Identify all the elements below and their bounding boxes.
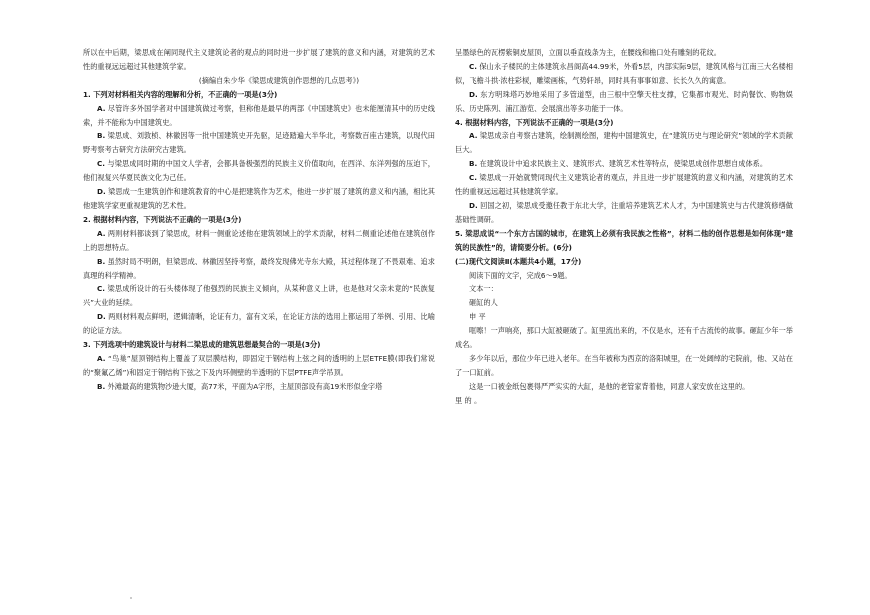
q4-option-b-text: 在建筑设计中追求民族主义、建筑形式、建筑艺术性等特点，使梁思成创作思想自成体系。: [479, 159, 768, 169]
q3-option-c-label: C.: [469, 61, 478, 71]
q1-option-a-label: A.: [97, 103, 106, 113]
story-paragraph-3-fragment: 里 的 。: [455, 395, 482, 405]
q4-option-b: [455, 157, 793, 171]
q1-option-b-label: B.: [97, 131, 106, 141]
question-4: 4. 根据材料内容，下列说法不正确的一项是(3分): [455, 117, 614, 127]
q4-option-a-label: A.: [469, 131, 478, 141]
q2-option-c-text: 梁思成所设计的石头楼体现了他强烈的民族主义倾向，从某种意义上讲，也是他对父亲未竟的“民族复兴”大业的延续。: [83, 284, 435, 308]
q2-option-c-label: C.: [97, 284, 106, 294]
q3-option-d-label: D.: [469, 89, 478, 99]
q3-option-d-text: 东方明珠塔巧妙地采用了多管道型，由三根中空擎天柱支撑，它集都市观光、时尚餐饮、购物娱乐、历史陈列、浦江游览、会展演出等多功能于一体。: [455, 89, 793, 113]
q4-option-d-text: 回国之初，梁思成受邀任教于东北大学，注重培养建筑艺术人才，为中国建筑史与古代建筑修缮做基础性调研。: [455, 200, 793, 224]
q1-option-a-text: 尽管许多外国学者对中国建筑做过考察，但称他是最早的两部《中国建筑史》也未能厘清其中的历史线索，并不能称为中国建筑史。: [83, 103, 435, 127]
story-paragraph-3: 这是一口被金纸包裹得严严实实的大缸，是他的老管家背着他，同意人家安放在这里的。: [469, 381, 750, 391]
q4-option-c-label: C.: [469, 173, 478, 183]
q4-option-c: [455, 171, 793, 199]
scan-dot: [130, 597, 132, 599]
q3-option-a-label: A.: [97, 353, 106, 363]
q3-option-d: [455, 88, 793, 116]
q1-option-d-text: 梁思成一生建筑创作和建筑教育的中心是把建筑作为艺术，他进一步扩展了建筑的意义和内涵，相比其他建筑学家更重视建筑的艺术性。: [83, 187, 435, 210]
q3-option-b: [83, 380, 435, 394]
q4-option-b-label: B.: [469, 159, 478, 169]
q1-option-d: [83, 185, 435, 213]
q2-option-a-text: 两则材料都谈到了梁思成，材料一侧重论述他在建筑领域上的学术贡献，材料二侧重论述他在建筑创作上的思想特点。: [83, 228, 435, 252]
q1-option-d-label: D.: [97, 187, 106, 197]
q1-option-b-text: 梁思成、刘敦桢、林徽因等一批中国建筑史开先驱，足迹踏遍大半华北，考察数百座古建筑，以现代田野考察考古研究方法研究古建筑。: [83, 131, 435, 155]
q2-option-b: [83, 255, 435, 283]
text-label: 文本一：: [469, 284, 498, 294]
intro-paragraph: 所以在中后期，梁思成在阐同现代主义建筑论者的观点的同时进一步扩展了建筑的意义和内涵，对建筑的艺术性的重视远远超过其他建筑学家。: [83, 48, 435, 71]
q1-option-b: [83, 129, 435, 157]
q2-option-b-text: 虽然时局不明朗，但梁思成、林徽因坚持考察，最终发现佛光寺东大殿，其过程体现了不畏艰难、追求真理的科学精神。: [83, 256, 435, 280]
left-column: [83, 46, 435, 394]
question-1: 1. 下列对材料相关内容的理解和分析，不正确的一项是(3分): [83, 89, 278, 99]
right-column: [455, 46, 793, 408]
q4-option-d: [455, 199, 793, 227]
q1-option-c: [83, 157, 435, 185]
q3-option-b-continued: 呈墨绿色的瓦楞紫铜皮屋顶，立面以垂直线条为主，在腰线和檐口处有雕刻的花纹。: [455, 48, 721, 57]
q3-option-c-text: 保山永子楼民的主体建筑永昌阁高44.99米，外看5层，内部实际9层，建筑风格与江南三大名楼相似，飞檐斗拱·浓柱彩棂，雕梁画栋，气势轩昂，同时具有事事如意、长长久久的寓意。: [455, 61, 793, 85]
question-2: 2. 根据材料内容，下列说法不正确的一项是(3分): [83, 214, 242, 224]
q2-option-d-text: 两则材料观点鲜明，逻辑清晰，论证有力，富有文采，在论证方法的选用上都运用了举例、引用、比喻的论证方法。: [83, 312, 435, 336]
q2-option-b-label: B.: [97, 256, 106, 266]
q3-option-c: [455, 60, 793, 88]
q3-option-b-label: B.: [97, 381, 106, 391]
q3-option-b-text: 外滩最高的建筑物沙逊大厦，高77米，平面为A字形，主屋顶部设有高19米形似金字塔: [107, 381, 383, 391]
q4-option-d-label: D.: [469, 200, 478, 210]
q2-option-a: [83, 227, 435, 255]
q2-option-a-label: A.: [97, 228, 106, 238]
reading-instruction: 阅读下面的文字，完成6～9题。: [469, 270, 572, 280]
section-heading: (二)现代文阅读Ⅱ(本题共4小题，17分): [455, 256, 582, 266]
q2-option-d: [83, 310, 435, 338]
question-5: 5. 梁思成说“一个东方古国的城市，在建筑上必须有我民族之性格”，材料二他的创作思想是如何体现“建筑的民族性”的，请简要分析。(6分): [455, 228, 793, 252]
story-paragraph-1: 哐嚓！一声响亮，那口大缸被砸破了。缸里流出来的，不仅是水，还有千古流传的故事。砸缸少年一举成名。: [455, 326, 793, 350]
q2-option-c: [83, 282, 435, 310]
q2-option-d-label: D.: [97, 312, 106, 322]
source-citation: (摘编自朱少华《梁思成建筑创作思想的几点思考》): [198, 75, 360, 85]
q1-option-a: [83, 102, 435, 130]
q4-option-c-text: 梁思成一开始就赞同现代主义建筑论者的观点，并且进一步扩展建筑的意义和内涵，对建筑的艺术性的重视远远超过其他建筑学家。: [455, 173, 793, 197]
q3-option-a: [83, 352, 435, 380]
story-title: 砸缸的人: [469, 298, 498, 308]
q1-option-c-label: C.: [97, 159, 106, 169]
question-3: 3. 下列选项中的建筑设计与材料二梁思成的建筑思想最契合的一项是(3分): [83, 340, 321, 350]
story-author: 申 平: [469, 312, 486, 322]
story-paragraph-2: 多少年以后，那位少年已进入老年。在当年被称为西京的洛阳城里，在一处阔绰的宅院前，他、又站在了一口缸前。: [455, 353, 793, 377]
q3-option-a-text: “鸟巢”屋顶钢结构上覆盖了双层膜结构，即固定于钢结构上弦之间的透明的上层ETFE膜(即我们常说的“聚氟乙烯”)和固定于钢结构下弦之下及内环侧壁的半透明的下层PTFE声学吊顶。: [83, 353, 435, 377]
q1-option-c-text: 与梁思成同时期的中国文人学者，会都具备极强烈的民族主义价值取向，在西洋、东洋列强的压迫下，他们视复兴华夏民族文化为己任。: [83, 159, 435, 183]
q4-option-a: [455, 129, 793, 157]
q4-option-a-text: 梁思成亲自考察古建筑，绘制测绘图，建构中国建筑史，在“建筑历史与理论研究”领域的学术贡献巨大。: [455, 131, 793, 155]
